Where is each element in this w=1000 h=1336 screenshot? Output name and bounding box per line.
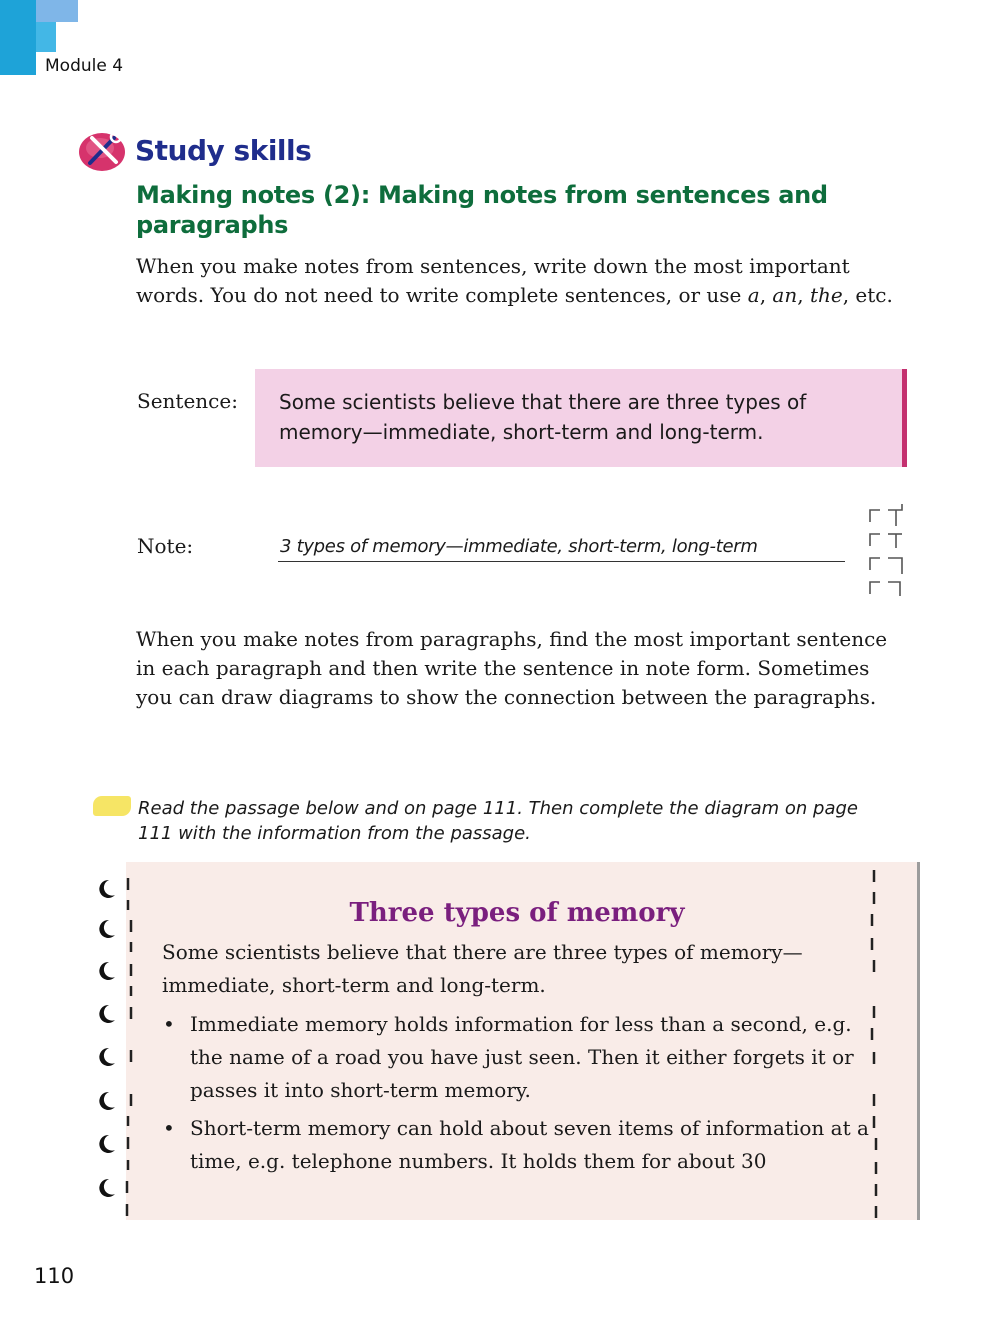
section-subheading: Making notes (2): Making notes from sentences and paragraphs — [136, 181, 828, 239]
page-number: 110 — [34, 1264, 75, 1288]
task-instruction: Read the passage below and on page 111. Then complete the diagram on page 111 with the information from the passage. — [138, 798, 858, 844]
passage-title: Three types of memory — [349, 898, 685, 928]
bullet-icon: • — [163, 1012, 175, 1036]
bullet-text: Immediate memory holds information for less than a second, e.g. the name of a road you have just seen. Then it either forgets it or passes it into short-term memory. — [190, 1012, 854, 1102]
paragraph-instructions: When you make notes from paragraphs, find the most important sentence in each paragraph and then write the sentence in note form. Sometimes you can draw diagrams to show the connection between the paragraphs. — [136, 627, 888, 709]
highlighter-mark-icon — [93, 796, 131, 816]
note-underline — [278, 561, 845, 562]
tools-icon — [78, 128, 130, 172]
section-heading: Study skills — [135, 134, 312, 167]
module-label: Module 4 — [45, 56, 124, 76]
passage-bullet-list — [162, 1008, 874, 1183]
list-item — [162, 1008, 874, 1107]
bullet-icon: • — [163, 1116, 175, 1140]
passage-intro: Some scientists believe that there are three types of memory— immediate, short-term and long-term. — [162, 940, 803, 997]
example-note: 3 types of memory—immediate, short-term, long-term — [280, 536, 758, 557]
note-label: Note: — [137, 534, 194, 558]
intro-paragraph: When you make notes from sentences, write down the most important words. You do not need to write complete sentences, or use a, an, the, etc. — [136, 254, 893, 307]
bullet-text: Short-term memory can hold about seven items of information at a time, e.g. telephone numbers. It holds them for about 30 — [190, 1116, 869, 1173]
sentence-label: Sentence: — [137, 389, 238, 413]
list-item — [162, 1112, 874, 1178]
example-sentence: Some scientists believe that there are three types of memory—immediate, short-term and long-term. — [279, 390, 807, 444]
binder-clip-icon — [866, 502, 906, 598]
